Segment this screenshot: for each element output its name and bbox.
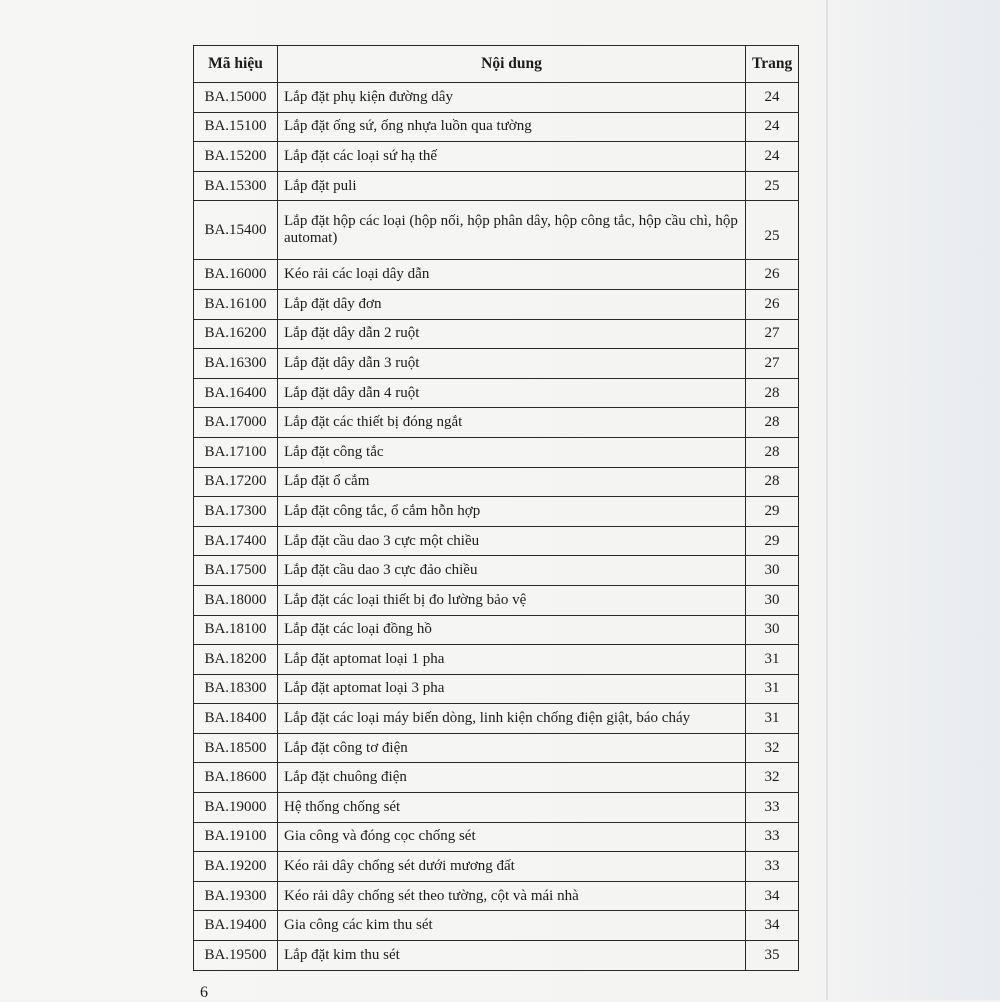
row-page: 25: [746, 201, 799, 260]
row-content: Gia công các kim thu sét: [278, 911, 746, 941]
row-code: BA.17200: [194, 467, 278, 497]
row-code: BA.18200: [194, 645, 278, 675]
row-content: Lắp đặt chuông điện: [278, 763, 746, 793]
row-page: 31: [746, 704, 799, 734]
row-content: Lắp đặt aptomat loại 1 pha: [278, 645, 746, 675]
row-page: 32: [746, 763, 799, 793]
row-page: 24: [746, 83, 799, 113]
row-content: Lắp đặt dây dẫn 3 ruột: [278, 349, 746, 379]
row-content: Lắp đặt các loại thiết bị đo lường bảo vệ: [278, 585, 746, 615]
row-page: 34: [746, 881, 799, 911]
row-content: Lắp đặt các thiết bị đóng ngắt: [278, 408, 746, 438]
row-page: 30: [746, 585, 799, 615]
row-code: BA.16300: [194, 349, 278, 379]
header-content: Nội dung: [278, 46, 746, 83]
row-page: 26: [746, 289, 799, 319]
row-code: BA.17500: [194, 556, 278, 586]
row-page: 31: [746, 645, 799, 675]
row-code: BA.17400: [194, 526, 278, 556]
row-content: Lắp đặt hộp các loại (hộp nối, hộp phân dây, hộp công tắc, hộp cầu chì, hộp automat): [278, 201, 746, 260]
row-content: Lắp đặt các loại sứ hạ thế: [278, 142, 746, 172]
row-code: BA.16100: [194, 289, 278, 319]
row-code: BA.16200: [194, 319, 278, 349]
row-content: Lắp đặt cầu dao 3 cực đảo chiều: [278, 556, 746, 586]
row-page: 33: [746, 793, 799, 823]
row-page: 34: [746, 911, 799, 941]
row-code: BA.15100: [194, 112, 278, 142]
row-page: 28: [746, 467, 799, 497]
row-page: 29: [746, 526, 799, 556]
row-code: BA.18600: [194, 763, 278, 793]
row-page: 28: [746, 378, 799, 408]
row-content: Kéo rải các loại dây dẫn: [278, 260, 746, 290]
table-row: [194, 585, 799, 615]
row-code: BA.17300: [194, 497, 278, 527]
row-page: 33: [746, 822, 799, 852]
row-code: BA.15400: [194, 201, 278, 260]
row-code: BA.18000: [194, 585, 278, 615]
row-page: 26: [746, 260, 799, 290]
row-page: 35: [746, 941, 799, 971]
row-page: 30: [746, 615, 799, 645]
table-row: [194, 83, 799, 113]
row-page: 30: [746, 556, 799, 586]
row-code: BA.15000: [194, 83, 278, 113]
row-code: BA.16400: [194, 378, 278, 408]
row-content: Lắp đặt công tắc, ổ cắm hỗn hợp: [278, 497, 746, 527]
page-edge-shadow: [830, 0, 1000, 1000]
row-content: Hệ thống chống sét: [278, 793, 746, 823]
table-row: [194, 171, 799, 201]
row-content: Lắp đặt các loại đồng hồ: [278, 615, 746, 645]
table-row: [194, 763, 799, 793]
row-content: Lắp đặt phụ kiện đường dây: [278, 83, 746, 113]
table-row: [194, 881, 799, 911]
table-row: [194, 793, 799, 823]
table-row: [194, 852, 799, 882]
row-content: Lắp đặt công tắc: [278, 437, 746, 467]
row-code: BA.19000: [194, 793, 278, 823]
table-row: [194, 704, 799, 734]
header-page: Trang: [746, 46, 799, 83]
row-page: 28: [746, 408, 799, 438]
row-content: Lắp đặt puli: [278, 171, 746, 201]
table-row: [194, 526, 799, 556]
table-row: [194, 674, 799, 704]
row-page: 28: [746, 437, 799, 467]
row-content: Lắp đặt ổ cắm: [278, 467, 746, 497]
row-code: BA.19100: [194, 822, 278, 852]
row-content: Kéo rải dây chống sét theo tường, cột và mái nhà: [278, 881, 746, 911]
table-row: [194, 378, 799, 408]
row-page: 29: [746, 497, 799, 527]
row-content: Lắp đặt ống sứ, ống nhựa luồn qua tường: [278, 112, 746, 142]
table-body: [194, 83, 799, 971]
table-row: [194, 319, 799, 349]
row-page: 24: [746, 112, 799, 142]
row-page: 27: [746, 349, 799, 379]
row-content: Gia công và đóng cọc chống sét: [278, 822, 746, 852]
row-code: BA.19500: [194, 941, 278, 971]
row-code: BA.19200: [194, 852, 278, 882]
table-row: [194, 556, 799, 586]
row-code: BA.15200: [194, 142, 278, 172]
row-content: Lắp đặt dây đơn: [278, 289, 746, 319]
book-binding-line: [826, 0, 828, 1000]
row-page: 25: [746, 171, 799, 201]
table-row: [194, 615, 799, 645]
table-row: [194, 733, 799, 763]
row-content: Lắp đặt kim thu sét: [278, 941, 746, 971]
table-row: [194, 201, 799, 260]
row-page: 24: [746, 142, 799, 172]
row-code: BA.18100: [194, 615, 278, 645]
table-row: [194, 911, 799, 941]
table-row: [194, 467, 799, 497]
row-code: BA.15300: [194, 171, 278, 201]
row-page: 31: [746, 674, 799, 704]
header-code: Mã hiệu: [194, 46, 278, 83]
row-content: Kéo rải dây chống sét dưới mương đất: [278, 852, 746, 882]
row-content: Lắp đặt công tơ điện: [278, 733, 746, 763]
table-row: [194, 822, 799, 852]
row-code: BA.18300: [194, 674, 278, 704]
table-row: [194, 437, 799, 467]
row-page: 27: [746, 319, 799, 349]
row-content: Lắp đặt cầu dao 3 cực một chiều: [278, 526, 746, 556]
table-row: [194, 941, 799, 971]
table-header-row: [194, 46, 799, 83]
table-row: [194, 142, 799, 172]
row-content: Lắp đặt aptomat loại 3 pha: [278, 674, 746, 704]
row-page: 32: [746, 733, 799, 763]
table-row: [194, 349, 799, 379]
table-of-contents: [193, 45, 799, 971]
row-page: 33: [746, 852, 799, 882]
page-number: 6: [200, 984, 208, 1001]
table-row: [194, 112, 799, 142]
row-content: Lắp đặt dây dẫn 2 ruột: [278, 319, 746, 349]
table-row: [194, 645, 799, 675]
table-row: [194, 408, 799, 438]
row-code: BA.18400: [194, 704, 278, 734]
row-content: Lắp đặt dây dẫn 4 ruột: [278, 378, 746, 408]
row-content: Lắp đặt các loại máy biến dòng, linh kiện chống điện giật, báo cháy: [278, 704, 746, 734]
row-code: BA.17100: [194, 437, 278, 467]
row-code: BA.19400: [194, 911, 278, 941]
row-code: BA.16000: [194, 260, 278, 290]
table-row: [194, 289, 799, 319]
row-code: BA.17000: [194, 408, 278, 438]
table-row: [194, 497, 799, 527]
row-code: BA.18500: [194, 733, 278, 763]
row-code: BA.19300: [194, 881, 278, 911]
table-row: [194, 260, 799, 290]
